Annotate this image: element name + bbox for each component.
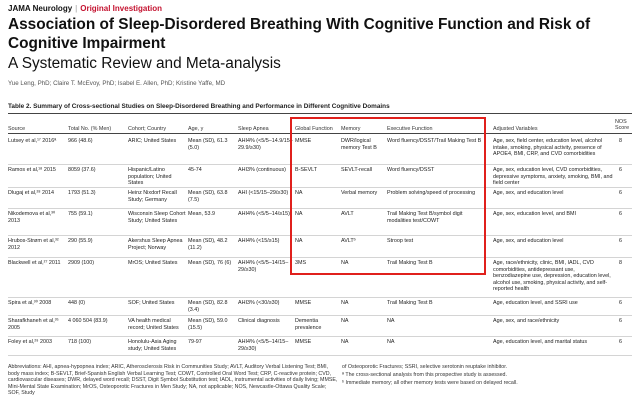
table-row xyxy=(8,337,632,356)
cell-age: Mean (SD), 59.0 (15.5) xyxy=(188,318,228,331)
author-list: Yue Leng, PhD; Claire T. McEvoy, PhD; Isabel E. Allen, PhD; Kristine Yaffe, MD xyxy=(8,80,226,87)
cell-apnea: AHI4% (<5/5–14/15–29/≥30) xyxy=(238,260,289,273)
cell-exec: Stroop test xyxy=(387,238,414,244)
cell-age: 79-97 xyxy=(188,339,202,345)
cell-apnea: AHI4% (<5/5–14/≥15) xyxy=(238,211,290,217)
cell-memory: DWR/logical memory Test B xyxy=(341,138,377,151)
cell-apnea: AHI4% (<15/≥15) xyxy=(238,238,280,244)
cell-exec: NA xyxy=(387,339,395,345)
cell-nos: 6 xyxy=(619,339,622,345)
col-header-age: Age, y xyxy=(188,126,204,132)
cell-adjusted: Age, sex, and race/ethnicity xyxy=(493,318,560,324)
cell-exec: Trail Making Test B xyxy=(387,300,433,306)
article-subtitle: A Systematic Review and Meta-analysis xyxy=(8,55,281,72)
article-title: Association of Sleep-Disordered Breathing With Cognitive Function and Risk of Cognitive Impairment xyxy=(8,16,591,52)
cell-memory: NA xyxy=(341,318,349,324)
cell-cohort: Hispanic/Latino population; United States xyxy=(128,167,172,187)
col-header-global-function: Global Function xyxy=(295,126,333,132)
cell-apnea: AHI4% (<5/5–14/15–29/≥30) xyxy=(238,339,289,352)
col-header-sleep-apnea: Sleep Apnea xyxy=(238,126,269,132)
cell-age: Mean (SD), 76 (6) xyxy=(188,260,232,266)
table-row xyxy=(8,136,632,165)
cell-nos: 6 xyxy=(619,238,622,244)
cell-total: 2909 (100) xyxy=(68,260,95,266)
cell-age: Mean (SD), 61.3 (5.0) xyxy=(188,138,228,151)
table-row xyxy=(8,188,632,209)
col-header-adjusted-variables: Adjusted Variables xyxy=(493,126,538,132)
footnote-continuation: of Osteoporotic Fractures; SSRI, selective serotonin reuptake inhibitor. xyxy=(342,364,508,370)
cell-apnea: AHI4% (<5/5–14.9/15–29.9/≥30) xyxy=(238,138,293,151)
cell-total: 1793 (51.3) xyxy=(68,190,96,196)
cell-exec: Word fluency/DSST xyxy=(387,167,435,173)
cell-total: 4 060 504 (83.9) xyxy=(68,318,108,324)
col-header-total: Total No. (% Men) xyxy=(68,126,112,132)
cell-source: Sharafkhaneh et al,³⁵ 2005 xyxy=(8,318,59,331)
footnote-a: ª The cross-sectional analysis from this prospective study is assessed. xyxy=(342,372,507,379)
cell-exec: Trail Making Test B xyxy=(387,260,433,266)
cell-source: Hrubos-Strøm et al,³² 2012 xyxy=(8,238,59,251)
table-caption: Table 2. Summary of Cross-sectional Studies on Sleep-Disordered Breathing and Performance in Different Cognitive Domains xyxy=(8,103,632,114)
col-header-nos-score: NOS Score xyxy=(615,119,630,132)
article-type: Original Investigation xyxy=(80,4,163,13)
cell-memory: SEVLT-recall xyxy=(341,167,373,173)
cell-memory: NA xyxy=(341,339,349,345)
cell-total: 290 (55.9) xyxy=(68,238,93,244)
cell-adjusted: Age, sex, field center, education level, alcohol intake, smoking, physical activity, presence of APOE4, BMI, CRP, and CVD comorbidities xyxy=(493,138,603,158)
cell-memory: AVLT xyxy=(341,211,354,217)
cell-adjusted: Age, sex, and education level xyxy=(493,190,564,196)
cell-adjusted: Age, sex, and education level xyxy=(493,238,564,244)
footnote-abbreviations: Abbreviations: AHI, apnea-hypopnea index; ARIC, Atherosclerosis Risk in Communities Study; AVLT, Auditory Verbal Listening Test; BMI, body mass index; B-SEVLT, Brief-Spanish English Verbal Learning Test; COWT, Controlled Oral Word Test; CRP, C-reactive protein; CVD, cardiovascular diseases; DWR, delayed word recall; DSST, Digit Symbol Substitution test; IADL, instrumental activities of daily living; MMSE, Mini-Mental State Examination; MrOS, Osteoporotic Fractures in Men Study; NA, not applicable; NOS, Newcastle-Ottawa Quality Scale; SOF, Study xyxy=(8,364,338,397)
cell-age: Mean (SD), 63.8 (7.5) xyxy=(188,190,228,203)
cell-memory: AVLTᵇ xyxy=(341,238,356,244)
cell-nos: 8 xyxy=(619,260,622,266)
cell-source: Ramos et al,¹⁸ 2015 xyxy=(8,167,56,173)
col-header-executive-function: Executive Function xyxy=(387,126,433,132)
cell-apnea: AHI3% (<30/≥30) xyxy=(238,300,280,306)
cell-memory: NA xyxy=(341,300,349,306)
cell-age: Mean, 53.9 xyxy=(188,211,215,217)
cell-exec: NA xyxy=(387,318,395,324)
cell-cohort: SOF; United States xyxy=(128,300,175,306)
cell-apnea: Clinical diagnosis xyxy=(238,318,280,324)
footnote-column-right xyxy=(342,364,632,389)
cell-cohort: VA health medical record; United States xyxy=(128,318,179,331)
cell-age: 45-74 xyxy=(188,167,202,173)
cell-nos: 6 xyxy=(619,190,622,196)
cell-cohort: MrOS; United States xyxy=(128,260,178,266)
cell-cohort: Wisconsin Sleep Cohort Study; United States xyxy=(128,211,186,224)
table-header xyxy=(8,116,632,134)
cell-total: 966 (48.6) xyxy=(68,138,93,144)
footnote-b: ᵇ Immediate memory; all other memory tests were based on delayed recall. xyxy=(342,380,518,387)
journal-header xyxy=(8,4,162,14)
cell-adjusted: Age, sex, education level, CVD comorbidities, depressive symptoms, anxiety, smoking, BMI, and field center xyxy=(493,167,613,187)
cell-apnea: AHI (<15/15–29/≥30) xyxy=(238,190,289,196)
cell-source: Lutsey et al,¹⁷ 2016ª xyxy=(8,138,57,144)
cell-age: Mean (SD), 48.2 (11.2) xyxy=(188,238,228,251)
cell-global: 3MS xyxy=(295,260,307,266)
cell-global: MMSE xyxy=(295,300,312,306)
cell-total: 755 (59.1) xyxy=(68,211,93,217)
col-header-cohort: Cohort; Country xyxy=(128,126,167,132)
cell-cohort: ARIC; United States xyxy=(128,138,177,144)
cell-total: 8059 (37.6) xyxy=(68,167,96,173)
table-row xyxy=(8,258,632,298)
cell-exec: Word fluency/DSST/Trail Making Test B xyxy=(387,138,482,144)
cell-adjusted: Age, sex, education level, and BMI xyxy=(493,211,577,217)
table-row xyxy=(8,165,632,188)
cell-nos: 6 xyxy=(619,211,622,217)
cell-nos: 6 xyxy=(619,167,622,173)
table-row xyxy=(8,298,632,316)
journal-name: JAMA Neurology xyxy=(8,4,73,13)
cell-source: Dlugaj et al,²⁸ 2014 xyxy=(8,190,55,196)
cell-adjusted: Age, education level, and SSRI use xyxy=(493,300,578,306)
cell-global: NA xyxy=(295,238,303,244)
cell-source: Blackwell et al,²⁷ 2011 xyxy=(8,260,61,266)
table-row xyxy=(8,316,632,337)
cell-global: Dementia prevalence xyxy=(295,318,322,331)
cell-age: Mean (SD), 82.8 (3.4) xyxy=(188,300,228,313)
cell-global: MMSE xyxy=(295,138,312,144)
table-row xyxy=(8,209,632,236)
cell-global: B-SEVLT xyxy=(295,167,318,173)
cell-source: Foley et al,²⁹ 2003 xyxy=(8,339,52,345)
cell-memory: Verbal memory xyxy=(341,190,378,196)
cell-nos: 6 xyxy=(619,300,622,306)
cell-exec: Trail Making Test B/symbol digit modalities test/COWT xyxy=(387,211,463,224)
cell-memory: NA xyxy=(341,260,349,266)
cell-source: Spira et al,³⁰ 2008 xyxy=(8,300,52,306)
cell-cohort: Heinz Nixdorf Recall Study; Germany xyxy=(128,190,177,203)
cell-exec: Problem solving/speed of processing xyxy=(387,190,476,196)
table-row xyxy=(8,236,632,258)
cell-cohort: Honolulu-Asia Aging study; United States xyxy=(128,339,177,352)
cell-nos: 8 xyxy=(619,138,622,144)
col-header-source: Source xyxy=(8,126,26,132)
journal-separator: | xyxy=(75,4,78,13)
cell-global: MMSE xyxy=(295,339,312,345)
col-header-memory: Memory xyxy=(341,126,361,132)
cell-adjusted: Age, education level, and marital status xyxy=(493,339,588,345)
cell-source: Nikodemova et al,³⁰ 2013 xyxy=(8,211,56,224)
cell-apnea: AHI3% (continuous) xyxy=(238,167,286,173)
cell-total: 448 (0) xyxy=(68,300,86,306)
cell-global: NA xyxy=(295,211,303,217)
cell-total: 718 (100) xyxy=(68,339,92,345)
cell-cohort: Akershus Sleep Apnea Project; Norway xyxy=(128,238,183,251)
cell-adjusted: Age, race/ethnicity, clinic, BMI, IADL, CVD comorbidities, antidepressant use, benzodiazepine use, depression, education level, alcohol use, smoking, physical activity, and self-reported health xyxy=(493,260,611,293)
cell-global: NA xyxy=(295,190,303,196)
cell-nos: 6 xyxy=(619,318,622,324)
